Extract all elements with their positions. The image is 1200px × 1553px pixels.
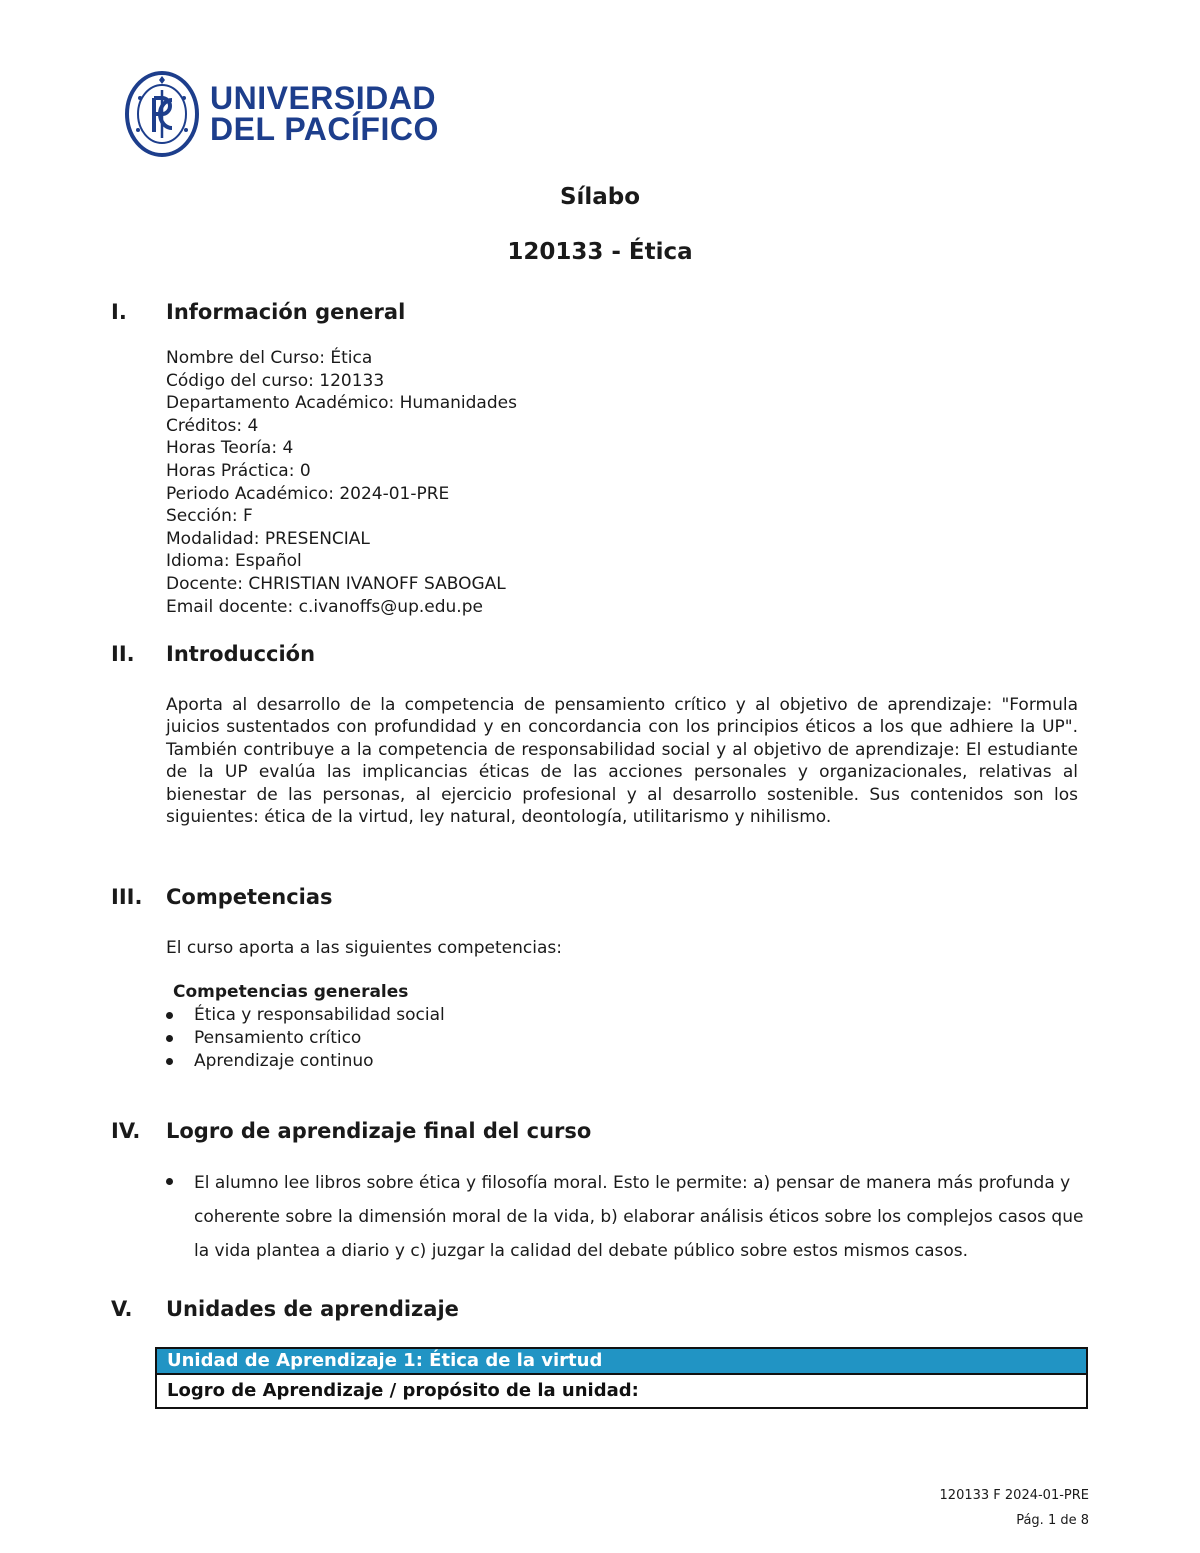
learning-unit-table xyxy=(155,1347,1088,1409)
competencias-intro: El curso aporta a las siguientes competencias: xyxy=(166,938,562,958)
bullet-icon xyxy=(166,1035,173,1042)
info-course-code: Código del curso: 120133 xyxy=(166,370,385,391)
competencia-item: Pensamiento crítico xyxy=(194,1028,362,1048)
info-course-name: Nombre del Curso: Ética xyxy=(166,348,373,368)
logo-line-2: DEL PACÍFICO xyxy=(210,111,439,147)
info-period: Periodo Académico: 2024-01-PRE xyxy=(166,483,450,504)
course-title: 120133 - Ética xyxy=(507,239,693,265)
info-modality: Modalidad: PRESENCIAL xyxy=(166,528,370,549)
section-3-number: III. xyxy=(111,885,143,909)
footer-code: 120133 F 2024-01-PRE xyxy=(939,1488,1089,1503)
section-4-number: IV. xyxy=(111,1119,141,1143)
logro-list-item xyxy=(166,1166,1096,1268)
section-1-title: Información general xyxy=(166,300,406,324)
unit-header-row: Unidad de Aprendizaje 1: Ética de la virtud xyxy=(157,1349,1086,1375)
info-section: Sección: F xyxy=(166,506,253,527)
section-1-number: I. xyxy=(111,300,127,324)
info-language: Idioma: Español xyxy=(166,551,302,572)
page-number: Pág. 1 de 8 xyxy=(1016,1513,1089,1528)
info-teacher: Docente: CHRISTIAN IVANOFF SABOGAL xyxy=(166,573,506,594)
section-4-title: Logro de aprendizaje final del curso xyxy=(166,1119,592,1143)
unit-logro-row: Logro de Aprendizaje / propósito de la unidad: xyxy=(157,1375,1086,1407)
section-3-title: Competencias xyxy=(166,885,333,909)
logro-text: El alumno lee libros sobre ética y filosofía moral. Esto le permite: a) pensar de manera más profunda y coherente sobre la dimensión moral de la vida, b) elaborar análisis éticos sobre los complejos casos que la vida plantea a diario y c) juzgar la calidad del debate público sobre estos mismos casos. xyxy=(194,1173,1084,1261)
document-title: Sílabo xyxy=(559,184,641,210)
university-seal-icon xyxy=(124,70,200,158)
competencia-item: Ética y responsabilidad social xyxy=(194,1005,445,1025)
bullet-icon xyxy=(166,1178,173,1185)
introduction-paragraph: Aporta al desarrollo de la competencia de pensamiento crítico y al objetivo de aprendizaje: "Formula juicios sustentados con profundidad y en concordancia con los principios éticos a los que adhiere la UP". También contribuye a la competencia de responsabilidad social y al objetivo de aprendizaje: El estudiante de la UP evalúa las implicancias éticas de las acciones personales y organizacionales, relativas al bienestar de las personas, al ejercicio profesional y al desarrollo sostenible. Sus contenidos son los siguientes: ética de la virtud, ley natural, deontología, utilitarismo y nihilismo. xyxy=(166,695,1078,828)
section-2-number: II. xyxy=(111,642,135,666)
bullet-icon xyxy=(166,1012,173,1019)
general-info-list xyxy=(166,347,517,618)
competencia-item: Aprendizaje continuo xyxy=(194,1051,374,1071)
info-department: Departamento Académico: Humanidades xyxy=(166,393,517,414)
university-logo xyxy=(124,70,439,158)
info-email: Email docente: c.ivanoffs@up.edu.pe xyxy=(166,596,483,617)
section-2-title: Introducción xyxy=(166,642,316,666)
section-5-title: Unidades de aprendizaje xyxy=(166,1297,459,1321)
competencias-generales-heading: Competencias generales xyxy=(173,982,409,1002)
info-practice-hours: Horas Práctica: 0 xyxy=(166,460,311,481)
info-theory-hours: Horas Teoría: 4 xyxy=(166,438,294,459)
section-5-number: V. xyxy=(111,1297,133,1321)
logo-line-1: UNIVERSIDAD xyxy=(210,80,436,116)
info-credits: Créditos: 4 xyxy=(166,415,259,436)
university-name xyxy=(210,80,439,147)
bullet-icon xyxy=(166,1058,173,1065)
